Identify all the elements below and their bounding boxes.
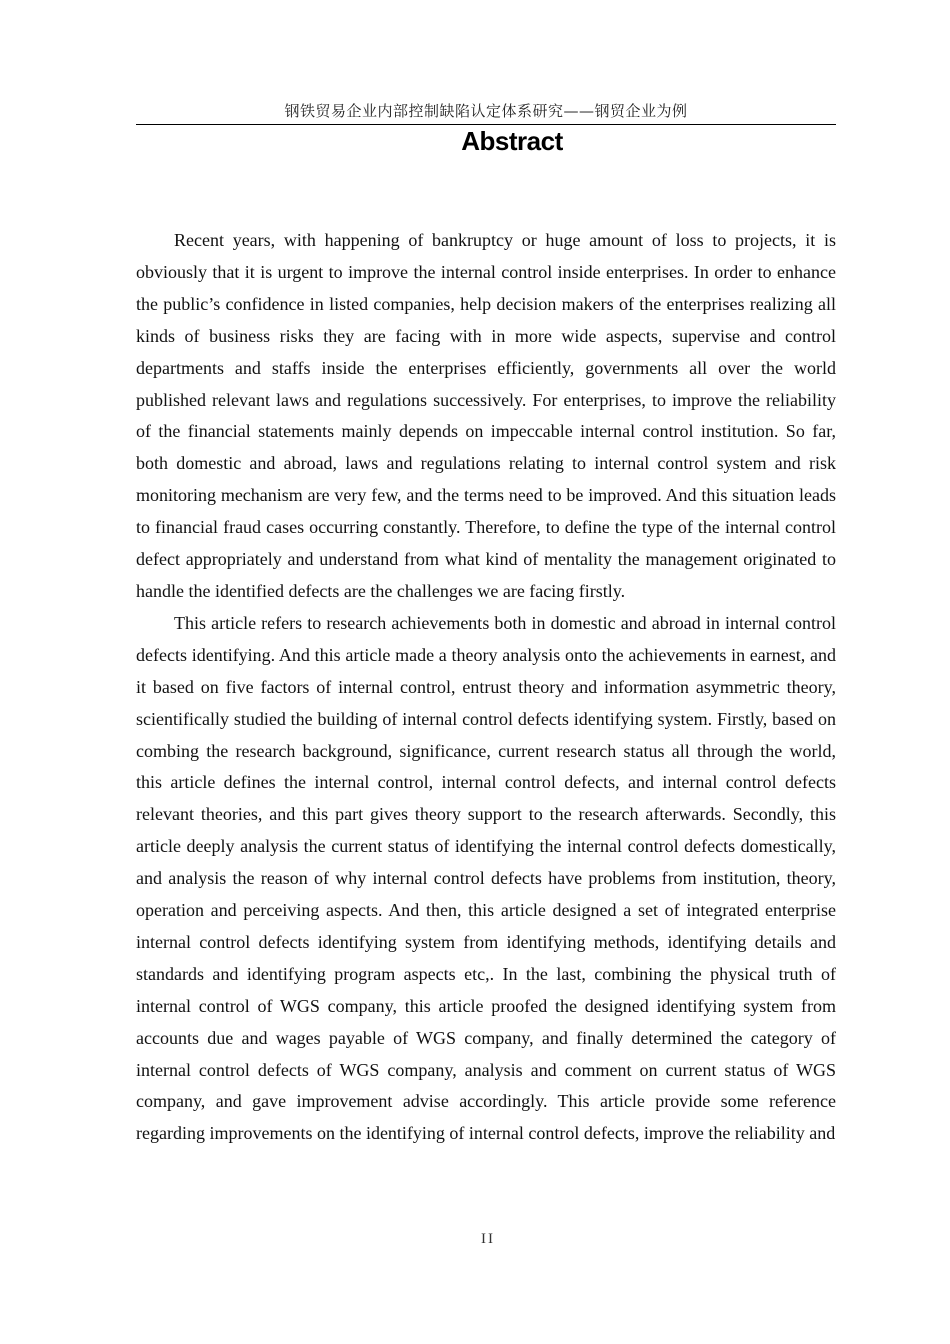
abstract-body — [136, 225, 836, 1150]
header-rule — [136, 124, 836, 125]
page-number: II — [481, 1231, 495, 1247]
paragraph-2: This article refers to research achievements both in domestic and abroad in internal control defects identifying. And this article made a theory analysis onto the achievements in earnest, and it based on five factors of internal control, entrust theory and information asymmetric theory, scientifically studied the building of internal control defects identifying system. Firstly, based on combing the research background, significance, current research status all through the world, this article defines the internal control, internal control defects, and internal control defects relevant theories, and this part gives theory support to the research afterwards. Secondly, this article deeply analysis the current status of identifying the internal control defects domestically, and analysis the reason of why internal control defects have problems from institution, theory, operation and perceiving aspects. And then, this article designed a set of integrated enterprise internal control defects identifying system from identifying methods, identifying details and standards and identifying program aspects etc,. In the last, combining the physical truth of internal control of WGS company, this article proofed the designed identifying system from accounts due and wages payable of WGS company, and finally determined the category of internal control defects of WGS company, analysis and comment on current status of WGS company, and gave improvement advise accordingly. This article provide some reference regarding improvements on the identifying of internal control defects, improve the reliability and — [136, 612, 836, 1144]
abstract-title: Abstract — [461, 126, 563, 156]
paragraph-1: Recent years, with happening of bankruptcy or huge amount of loss to projects, it is obviously that it is urgent to improve the internal control inside enterprises. In order to enhance the public’s confidence in listed companies, help decision makers of the enterprises realizing all kinds of business risks they are facing with in more wide aspects, supervise and control departments and staffs inside the enterprises efficiently, governments all over the world published relevant laws and regulations successively. For enterprises, to improve the reliability of the financial statements mainly depends on impeccable internal control institution. So far, both domestic and abroad, laws and regulations relating to internal control system and risk monitoring mechanism are very few, and the terms need to be improved. And this situation leads to financial fraud cases occurring constantly. Therefore, to define the type of the internal control defect appropriately and understand from what kind of mentality the management originated to handle the identified defects are the challenges we are facing firstly. — [136, 230, 836, 601]
running-header: 钢铁贸易企业内部控制缺陷认定体系研究——钢贸企业为例 — [284, 102, 688, 120]
